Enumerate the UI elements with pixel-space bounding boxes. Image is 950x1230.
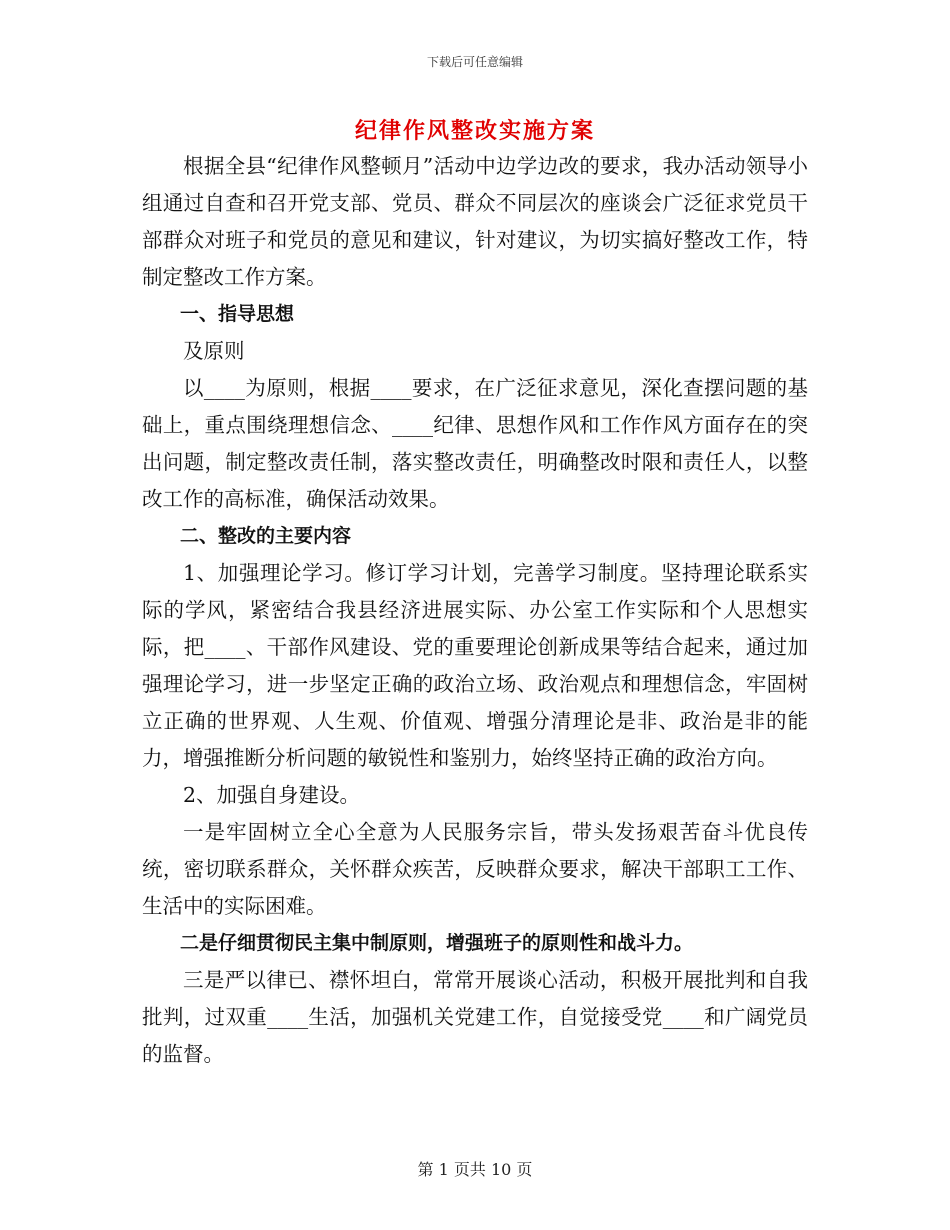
- section-heading-1: 一、指导思想: [180, 303, 295, 325]
- paragraph-item-1: 1、加强理论学习。修订学习计划，完善学习制度。坚持理论联系实际的学风，紧密结合我县经济进展实际、办公室工作实际和个人思想实际，把____、干部作风建设、党的重要理论创新成果等结合起来，通过加强理论学习，进一步坚定正确的政治立场、政治观点和理想信念，牢固树立正确的世界观、人生观、价值观、增强分清理论是非、政治是非的能力，增强推断分析问题的敏锐性和鉴别力，始终坚持正确的政治方向。: [142, 561, 808, 770]
- header-note: 下载后可任意编辑: [426, 55, 523, 69]
- section-heading-2: 二、整改的主要内容: [180, 525, 352, 547]
- paragraph-point-1: 一是牢固树立全心全意为人民服务宗旨，带头发扬艰苦奋斗优良传统，密切联系群众，关怀群众疾苦，反映群众要求，解决干部职工工作、生活中的实际困难。: [142, 820, 808, 918]
- document-title: 纪律作风整改实施方案: [354, 119, 595, 144]
- paragraph-item-2: 2、加强自身建设。: [183, 783, 361, 807]
- paragraph-intro: 根据全县“纪律作风整顿月”活动中边学边改的要求，我办活动领导小组通过自查和召开党支部、党员、群众不同层次的座谈会广泛征求党员干部群众对班子和党员的意见和建议，针对建议，为切实搞好整改工作，特制定整改工作方案。: [142, 154, 808, 289]
- paragraph-point-3: 三是严以律已、襟怀坦白，常常开展谈心活动，积极开展批判和自我批判，过双重____生活，加强机关党建工作，自觉接受党____和广阔党员的监督。: [142, 968, 808, 1066]
- paragraph-principle-label: 及原则: [183, 339, 245, 363]
- page-footer: 第 1 页共 10 页: [417, 1160, 533, 1179]
- paragraph-principle: 以____为原则，根据____要求，在广泛征求意见，深化查摆问题的基础上，重点围绕理想信念、____纪律、思想作风和工作作风方面存在的突出问题，制定整改责任制，落实整改责任，明确整改时限和责任人，以整改工作的高标准，确保活动效果。: [142, 376, 808, 511]
- paragraph-point-2: 二是仔细贯彻民主集中制原则，增强班子的原则性和战斗力。: [180, 932, 694, 954]
- document-body: [142, 148, 808, 1073]
